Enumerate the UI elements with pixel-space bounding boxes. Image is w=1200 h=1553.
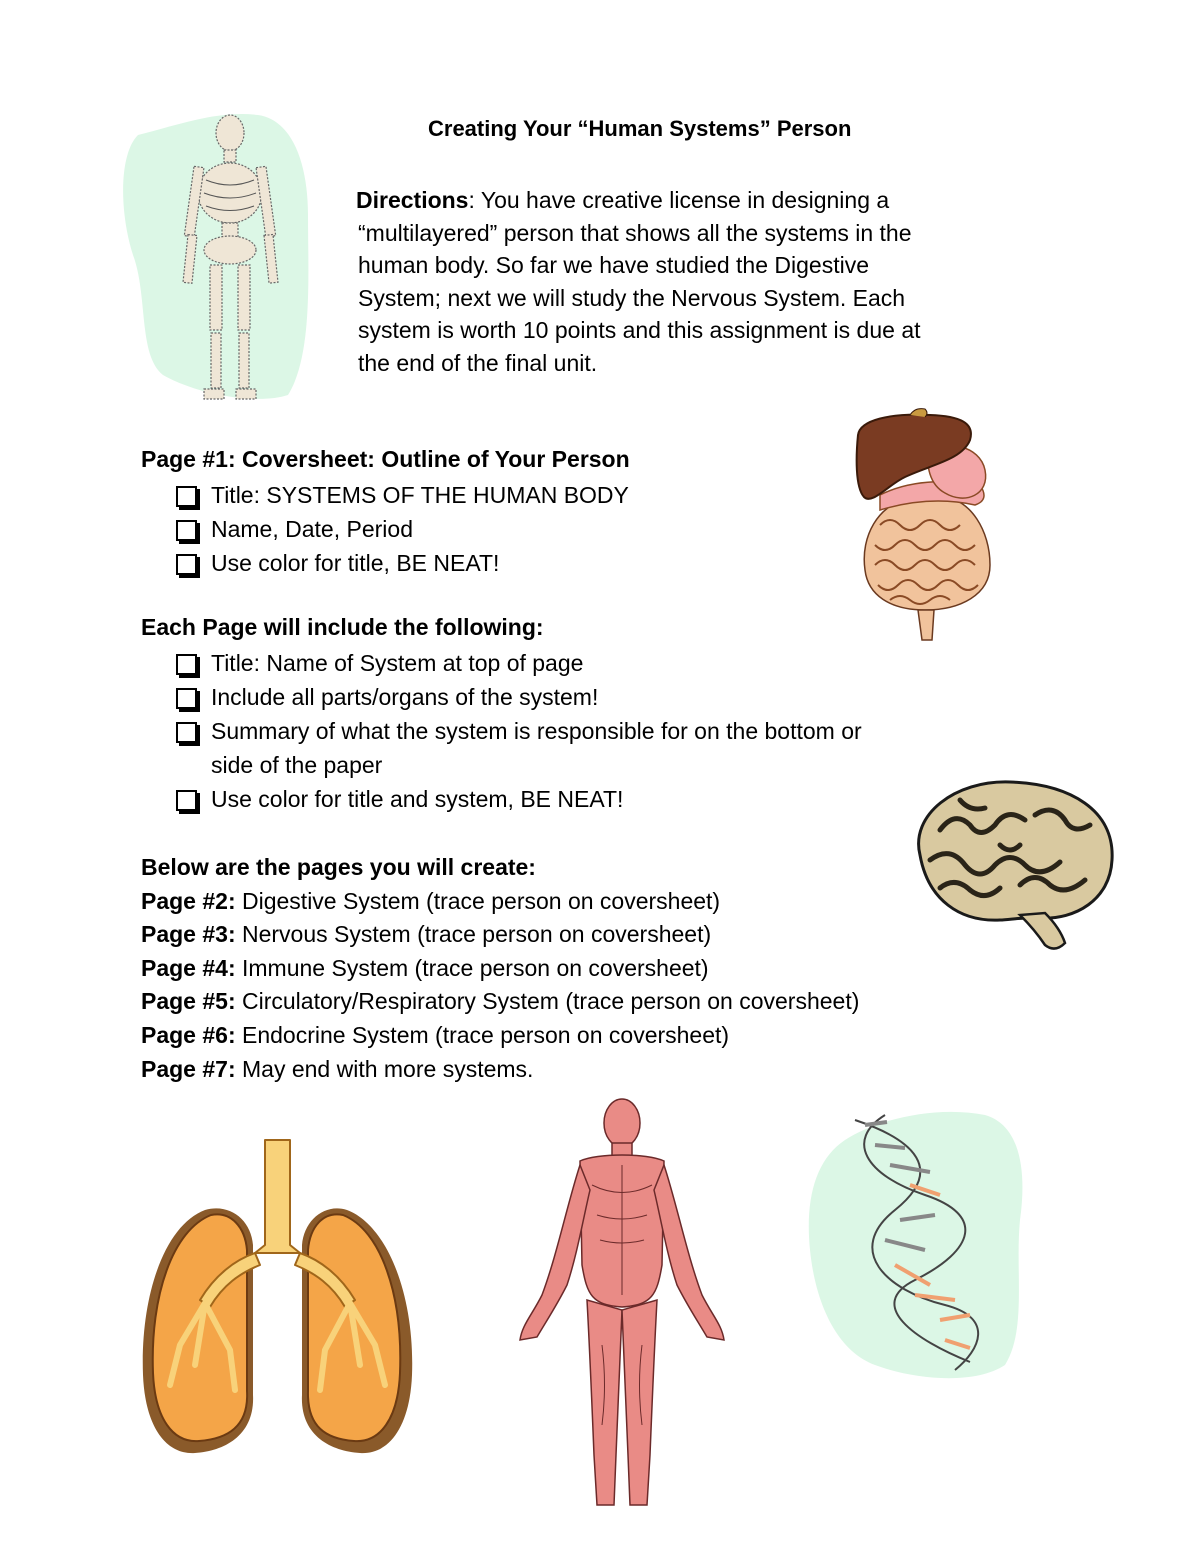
page-row-text: Nervous System (trace person on coversheet) xyxy=(235,921,712,948)
page-row-label: Page #3: xyxy=(141,921,236,948)
checkbox-icon xyxy=(176,790,197,811)
checklist-item xyxy=(176,546,629,580)
checklist-item xyxy=(176,512,629,546)
directions-line: human body. So far we have studied the Digestive xyxy=(358,252,869,279)
directions-line: system is worth 10 points and this assignment is due at xyxy=(358,317,921,344)
checklist-item-label: Title: SYSTEMS OF THE HUMAN BODY xyxy=(211,482,629,508)
checklist-item-label: Include all parts/organs of the system! xyxy=(211,684,599,710)
lungs-illustration xyxy=(135,1135,420,1465)
checklist-item-label: Name, Date, Period xyxy=(211,516,413,542)
pages-list-heading: Below are the pages you will create: xyxy=(141,854,536,880)
each-page-heading: Each Page will include the following: xyxy=(141,614,544,640)
page-row-text: Endocrine System (trace person on coversheet) xyxy=(235,1021,730,1048)
page-row-text: May end with more systems. xyxy=(235,1055,534,1082)
mint-blob xyxy=(809,1112,1023,1378)
each-page-checklist xyxy=(176,646,862,816)
directions-line: : You have creative license in designing a xyxy=(468,187,890,213)
brain-illustration xyxy=(900,770,1120,955)
page-row-text: Digestive System (trace person on coversheet) xyxy=(235,887,721,914)
directions-paragraph xyxy=(356,184,1056,380)
checklist-item xyxy=(176,782,862,816)
checkbox-icon xyxy=(176,688,197,709)
coversheet-heading: Page #1: Coversheet: Outline of Your Person xyxy=(141,446,630,472)
checklist-item-label: Use color for title and system, BE NEAT! xyxy=(211,786,624,812)
checkbox-icon xyxy=(176,654,197,675)
page-row xyxy=(141,1053,859,1087)
checklist-item-label: Title: Name of System at top of page xyxy=(211,650,584,676)
page-row-label: Page #2: xyxy=(141,887,236,914)
coversheet-checklist xyxy=(176,478,629,580)
checklist-item xyxy=(176,478,629,512)
page-row xyxy=(141,1019,859,1053)
dna-helix-illustration xyxy=(805,1100,1030,1385)
directions-line: System; next we will study the Nervous System. Each xyxy=(358,284,906,311)
checklist-item xyxy=(176,646,862,680)
page-row-text: Immune System (trace person on coversheet) xyxy=(235,954,709,981)
page-row xyxy=(141,885,859,919)
page-row-label: Page #7: xyxy=(141,1055,236,1082)
muscular-body-illustration xyxy=(512,1095,732,1525)
checklist-item-label: Use color for title, BE NEAT! xyxy=(211,550,500,576)
checkbox-icon xyxy=(176,520,197,541)
page-row-label: Page #6: xyxy=(141,1021,236,1048)
checklist-item-continuation: side of the paper xyxy=(211,752,383,778)
directions-line: “multilayered” person that shows all the systems in the xyxy=(358,219,912,246)
page-title: Creating Your “Human Systems” Person xyxy=(428,116,852,141)
digestive-system-illustration xyxy=(850,405,1000,645)
directions-label: Directions xyxy=(356,187,469,213)
checkbox-icon xyxy=(176,722,197,743)
checklist-item xyxy=(176,680,862,714)
checkbox-icon xyxy=(176,554,197,575)
page-row-text: Circulatory/Respiratory System (trace person on coversheet) xyxy=(235,988,860,1015)
page-row-label: Page #5: xyxy=(141,988,236,1015)
page-row xyxy=(141,985,859,1019)
checklist-item xyxy=(176,714,862,782)
directions-line: the end of the final unit. xyxy=(358,349,598,376)
page-row xyxy=(141,952,859,986)
page-row-label: Page #4: xyxy=(141,954,236,981)
skeleton-illustration xyxy=(118,105,318,410)
checklist-item-label: Summary of what the system is responsible for on the bottom or xyxy=(211,718,862,744)
pages-list xyxy=(141,851,859,1086)
page-row xyxy=(141,918,859,952)
checkbox-icon xyxy=(176,486,197,507)
